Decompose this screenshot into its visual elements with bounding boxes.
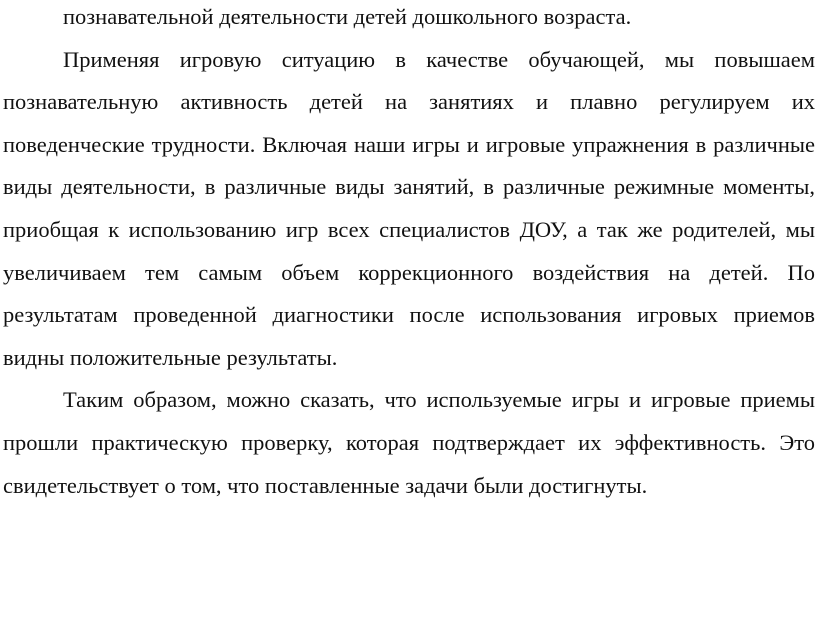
paragraph-game-situation: Применяя игровую ситуацию в качестве обучающей, мы повышаем познавательную активность детей на занятиях и плавно регулируем их поведенческие трудности. Включая наши игры и игровые упражнения в различные виды деятельности, в различные виды занятий, в различные режимные моменты, приобщая к использованию игр всех специалистов ДОУ, а так же родителей, мы увеличиваем тем самым объем коррекционного воздействия на детей. По результатам проведенной диагностики после использования игровых приемов видны положительные результаты. [3,46,815,370]
paragraph-continuation: познавательной деятельности детей дошкольного возраста. [63,4,632,29]
paragraph-conclusion: Таким образом, можно сказать, что используемые игры и игровые приемы прошли практическую проверку, которая подтверждает их эффективность. Это свидетельствует о том, что поставленные задачи были достигнуты. [3,387,815,498]
document-page [3,0,815,507]
